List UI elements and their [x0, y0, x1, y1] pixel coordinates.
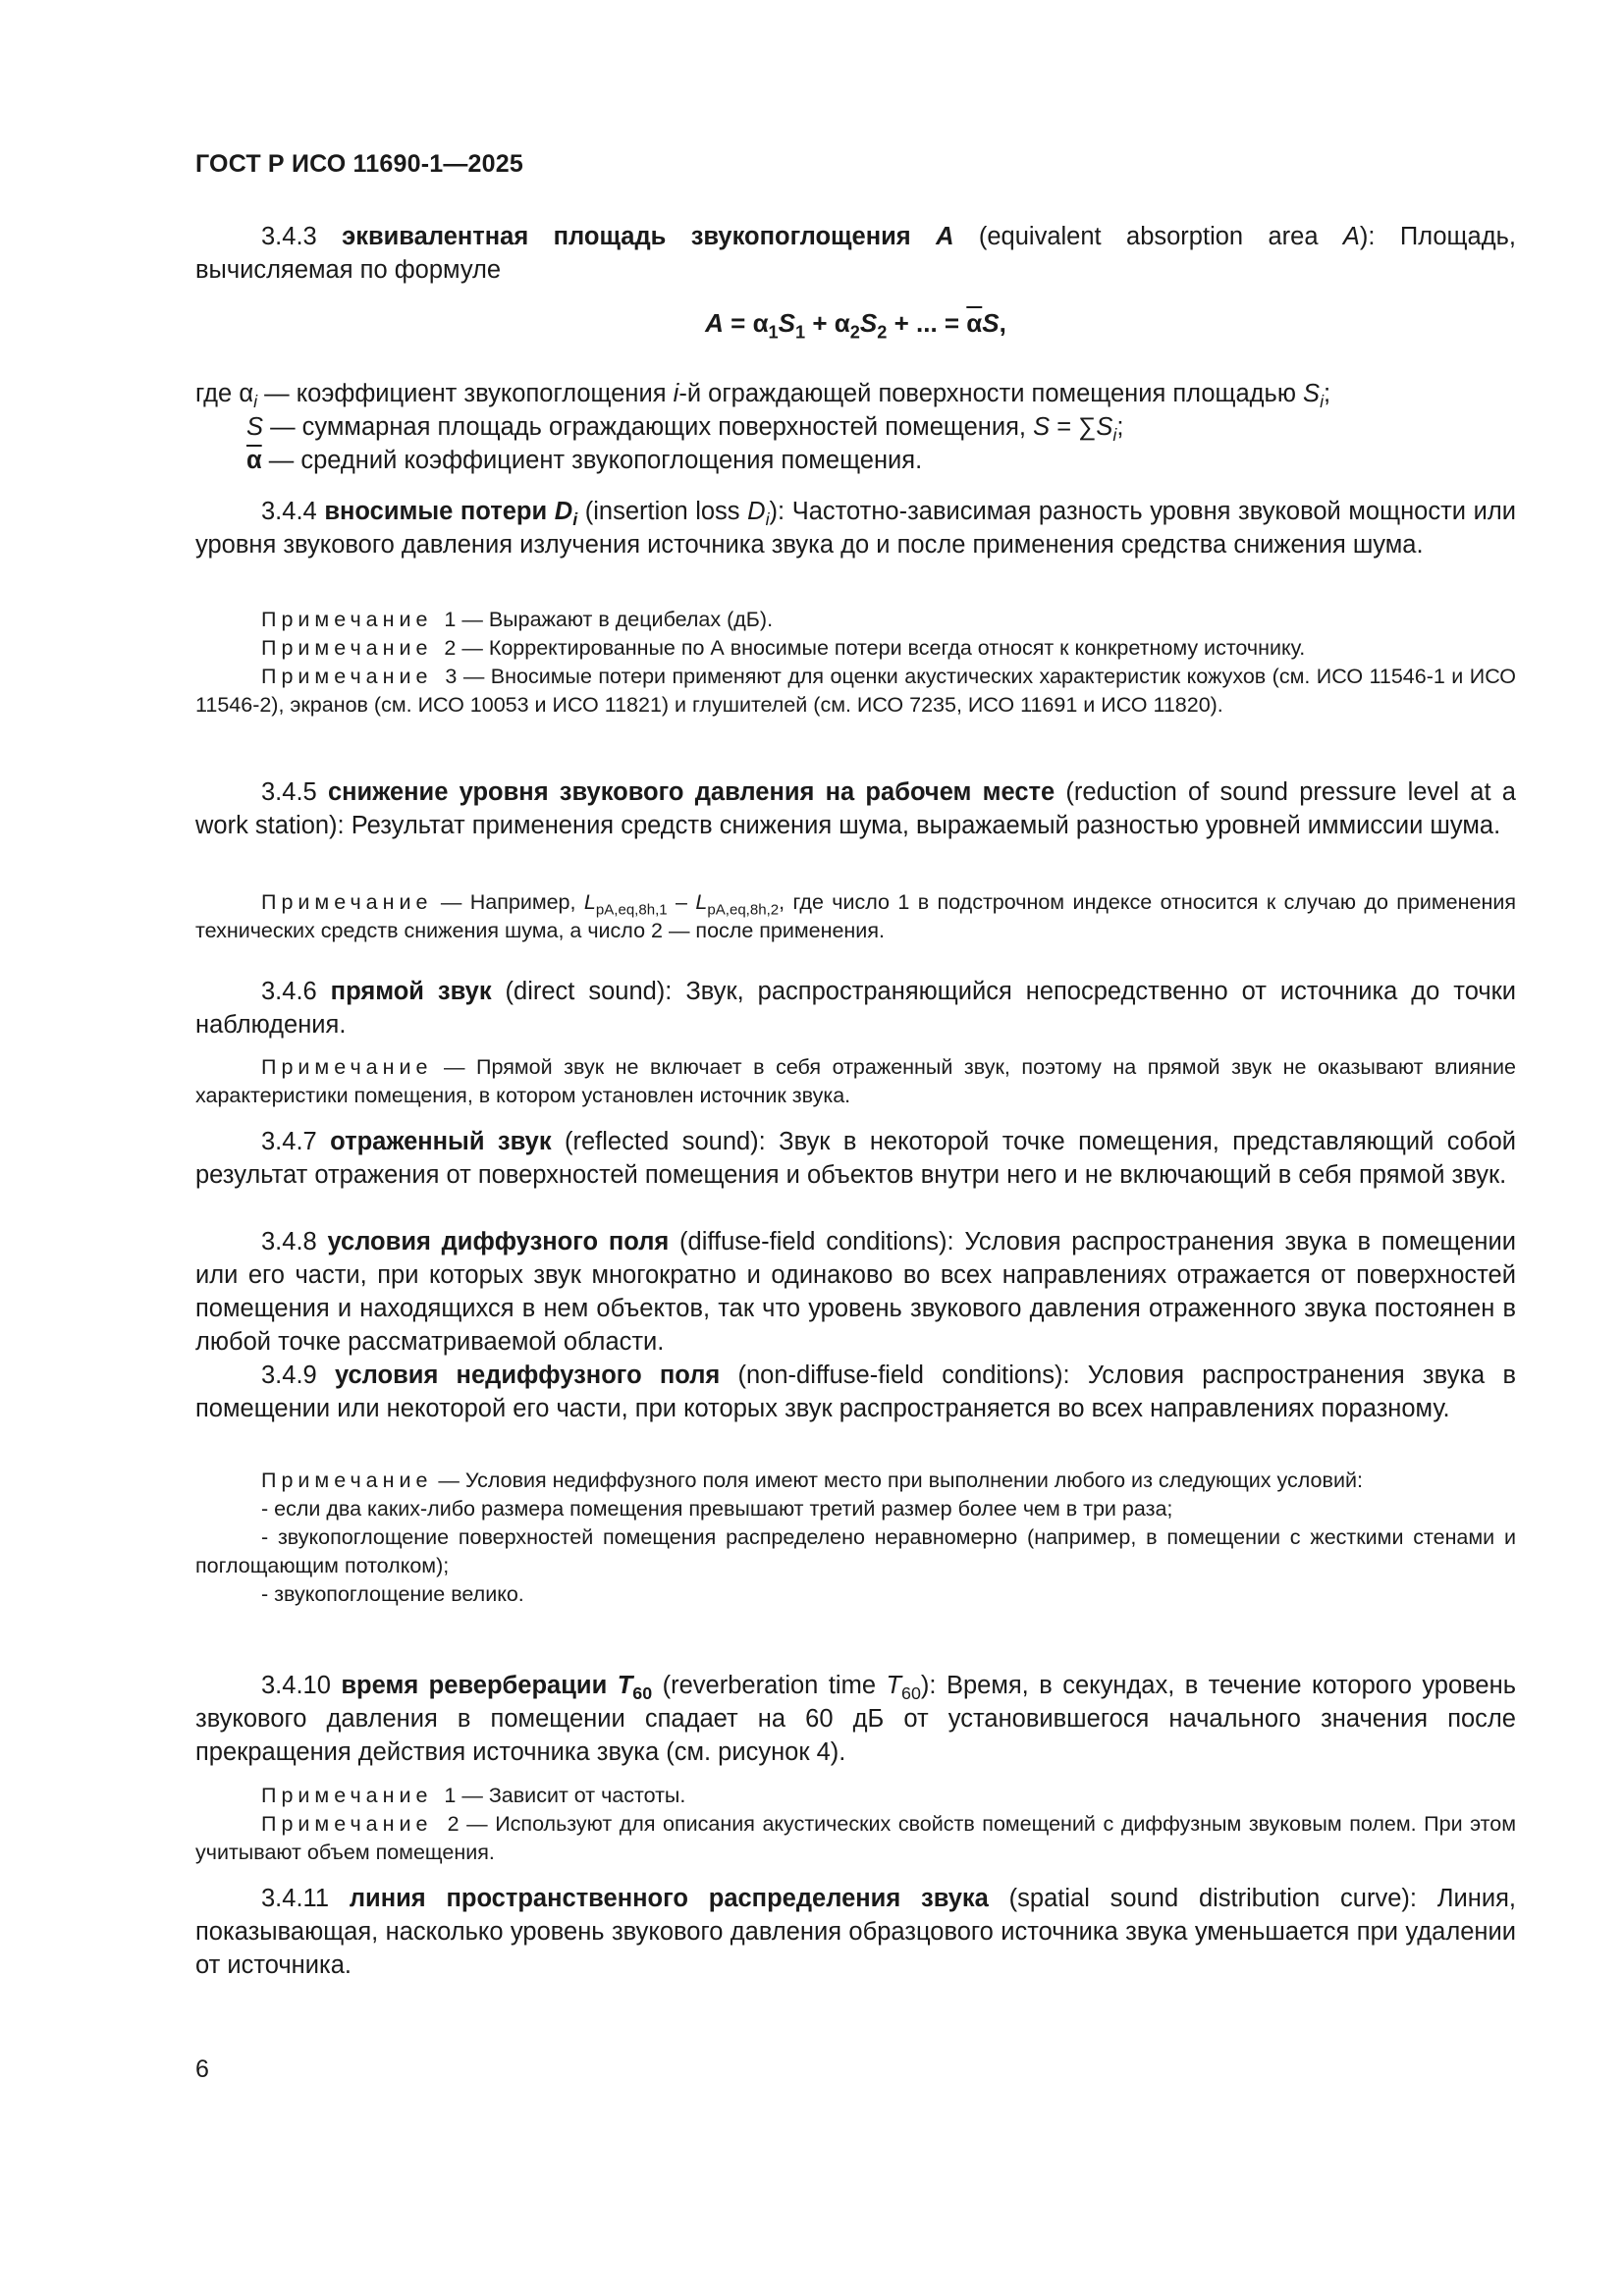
notes-3-4-4 [195, 606, 1516, 720]
clause-3-4-11: 3.4.11 линия пространственного распределения звука (spatial sound distribution curve): Линия, показывающая, насколько уровень звукового давления образцового источника звука уменьшается при удалении от источника. [195, 1885, 1516, 1979]
note-list-item: - если два каких-либо размера помещения превышают третий размер более чем в три раза; [261, 1497, 1173, 1521]
clause-number: 3.4.10 [261, 1672, 331, 1699]
clause-term: эквивалентная площадь звукопоглощения [342, 223, 911, 250]
clause-number: 3.4.5 [261, 778, 317, 806]
note-3-4-5: Примечание — Например, $L_{pA,eq,8h,1} - L_{pA,eq,8h,2}$, где число 1 в подстрочном индексе относится к случаю до применения технических средств снижения шума, а число 2 — после применения. [195, 890, 1516, 942]
note: Примечание 2 — Корректированные по А вносимые потери всегда относят к конкретному источнику. [261, 636, 1306, 660]
formula-absorption-area: $A = \alpha_1S_1 + \alpha_2S_2$ + ... = $\overline{\alpha}S$, [705, 308, 1006, 343]
clause-3-4-5: 3.4.5 снижение уровня звукового давления на рабочем месте (reduction of sound pressure level at a work station): Результат применения средств снижения шума, выражаемый разностью уровней иммиссии шума. [195, 778, 1516, 839]
clause-3-4-8: 3.4.8 условия диффузного поля (diffuse-field conditions): Условия распространения звука в помещении или его части, при которых звук многократно и одинаково во всех направлениях отражается от поверхностей помещения и находящихся в нем объектов, так что уровень звукового давления отраженного звука постоянен в любой точке рассматриваемой области. [195, 1228, 1516, 1356]
clause-term: линия пространственного распределения звука [349, 1885, 989, 1912]
note-list-item: - звукопоглощение поверхностей помещения распределено неравномерно (например, в помещении с жесткими стенами и поглощающим потолком); [195, 1525, 1516, 1577]
note-3-4-6: Примечание — Прямой звук не включает в себя отраженный звук, поэтому на прямой звук не оказывают влияние характеристики помещения, в котором установлен источник звука. [195, 1055, 1516, 1107]
note: Примечание 1 — Зависит от частоты. [261, 1784, 686, 1807]
clause-3-4-4: 3.4.4 вносимые потери $D_i$ (insertion loss $D_i$): Частотно-зависимая разность уровня звуковой мощности или уровня звукового давления излучения источника звука до и после применения средства снижения шума. [195, 498, 1516, 559]
formula-legend [195, 377, 1516, 477]
clause-term: вносимые потери [324, 498, 555, 525]
clause-3-4-9: 3.4.9 условия недиффузного поля (non-diffuse-field conditions): Условия распространения звука в помещении или некоторой его части, при которых звук распространяется во всех направлениях поразному. [195, 1362, 1516, 1422]
clause-term: время реверберации [341, 1672, 618, 1699]
clause-number: 3.4.11 [261, 1885, 330, 1912]
note-3-4-9 [195, 1467, 1516, 1609]
clause-number: 3.4.6 [261, 978, 317, 1005]
legend-line: S — суммарная площадь ограждающих поверхностей помещения, $S = \sum S_i$; [246, 413, 1124, 446]
clause-3-4-10: 3.4.10 время реверберации $T_{60}$ (reverberation time $T_{60}$): Время, в секундах, в течение которого уровень звукового давления в помещении спадает на 60 дБ от установившегося начального значения после прекращения действия источника звука (см. рисунок 4). [195, 1672, 1516, 1766]
clause-number: 3.4.7 [261, 1128, 317, 1155]
page-number: 6 [195, 2056, 209, 2083]
clause-term: условия диффузного поля [327, 1228, 670, 1255]
clause-term: условия недиффузного поля [334, 1362, 721, 1389]
clause-3-4-6: 3.4.6 прямой звук (direct sound): Звук, распространяющийся непосредственно от источника до точки наблюдения. [195, 978, 1517, 1039]
legend-line: $\overline{\alpha}$ — средний коэффициент звукопоглощения помещения. [246, 447, 923, 474]
clause-number: 3.4.3 [261, 223, 317, 250]
term-symbol: A [936, 223, 954, 250]
legend-line: где $\alpha_i$ — коэффициент звукопоглощения i-й ограждающей поверхности помещения площадью $S_i$; [195, 380, 1331, 412]
clause-term: снижение уровня звукового давления на рабочем месте [327, 778, 1056, 806]
note: Примечание 1 — Выражают в децибелах (дБ). [261, 608, 774, 631]
clause-3-4-3: 3.4.3 эквивалентная площадь звукопоглощения A (equivalent absorption area A): Площадь, вычисляемая по формуле [195, 223, 1516, 284]
document-header: ГОСТ Р ИСО 11690-1—2025 [195, 150, 523, 178]
note: Примечание 2 — Используют для описания акустических свойств помещений с диффузным звуковым полем. При этом учитывают объем помещения. [195, 1812, 1516, 1864]
clause-term: прямой звук [330, 978, 492, 1005]
note-list-item: - звукопоглощение велико. [261, 1582, 524, 1606]
clause-3-4-7: 3.4.7 отраженный звук (reflected sound): Звук в некоторой точке помещения, представляющий собой результат отражения от поверхностей помещения и объектов внутри него и не включающий в себя прямой звук. [195, 1128, 1517, 1189]
clause-number: 3.4.8 [261, 1228, 317, 1255]
clause-term: отраженный звук [330, 1128, 552, 1155]
clause-number: 3.4.9 [261, 1362, 317, 1389]
note: Примечание — Условия недиффузного поля имеют место при выполнении любого из следующих условий: [261, 1468, 1363, 1492]
note: Примечание 3 — Вносимые потери применяют для оценки акустических характеристик кожухов (см. ИСО 11546-1 и ИСО 11546-2), экранов (см. ИСО 10053 и ИСО 11821) и глушителей (см. ИСО 7235, ИСО 11691 и ИСО 11820). [195, 665, 1516, 717]
clause-number: 3.4.4 [261, 498, 317, 525]
notes-3-4-10 [195, 1782, 1516, 1867]
